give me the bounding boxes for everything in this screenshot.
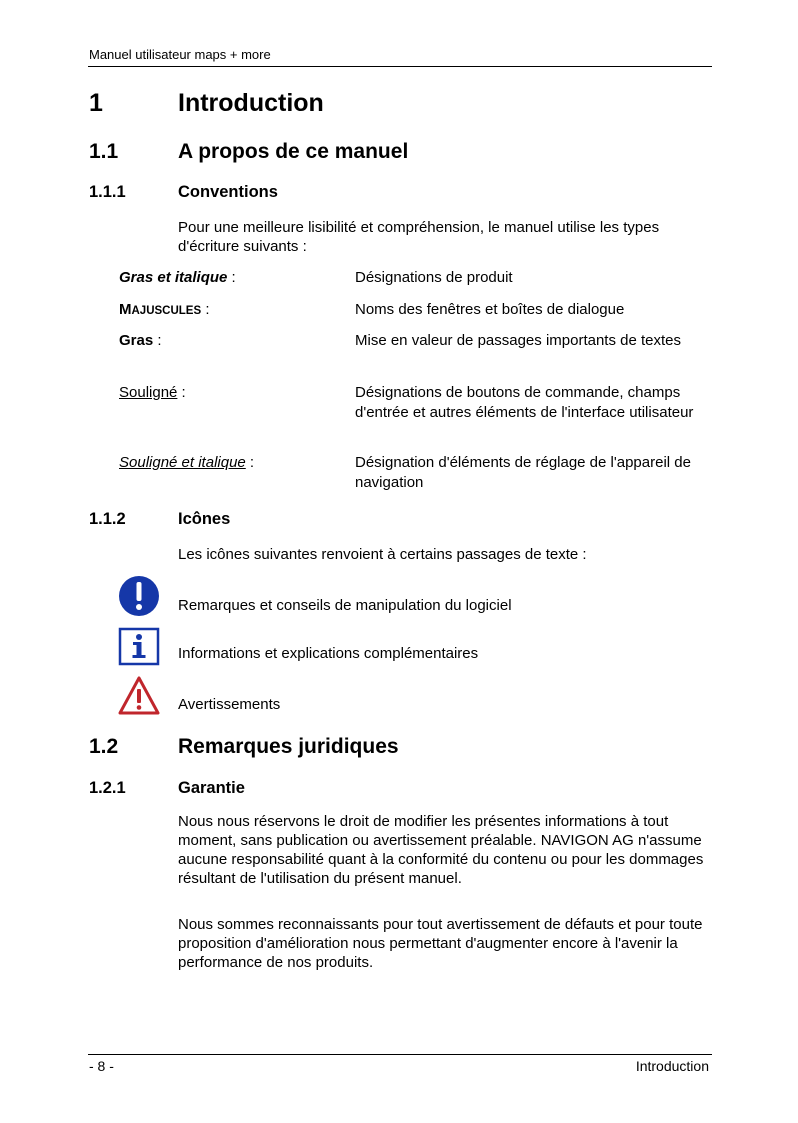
convention-label-underline: Souligné : bbox=[119, 384, 186, 401]
running-header: Manuel utilisateur maps + more bbox=[89, 47, 271, 62]
footer-rule bbox=[88, 1054, 712, 1055]
section-1-2-1-title: Garantie bbox=[178, 779, 245, 797]
warranty-paragraph-1: Nous nous réservons le droit de modifier les présentes informations à tout moment, sans publication ou avertissement préalable. NAVIGON AG n'assume aucune responsabilité quant à la conformité du contenu ou pour les dommages résultant de l'utilisation du présent manuel. bbox=[178, 813, 704, 887]
warranty-paragraph-2: Nous sommes reconnaissants pour tout avertissement de défauts et pour toute proposition d'amélioration nous permettant d'augmenter encore à l'avenir la performance de nos produits. bbox=[178, 916, 703, 971]
icon-desc-info: Informations et explications complémentaires bbox=[178, 645, 479, 662]
exclamation-icon bbox=[118, 575, 160, 617]
section-1-1-1-number: 1.1.1 bbox=[89, 183, 126, 201]
convention-desc-bold-italic: Désignations de produit bbox=[355, 269, 513, 286]
icon-desc-warning: Avertissements bbox=[178, 696, 281, 713]
footer-section: Introduction bbox=[635, 1058, 709, 1074]
section-1-1-2-title: Icônes bbox=[178, 510, 231, 528]
section-1-1-title: A propos de ce manuel bbox=[178, 140, 409, 163]
conventions-intro: Pour une meilleure lisibilité et compréhension, le manuel utilise les types d'écriture suivants : bbox=[178, 219, 660, 255]
section-1-1-number: 1.1 bbox=[89, 140, 119, 163]
icons-intro: Les icônes suivantes renvoient à certains passages de texte : bbox=[178, 546, 587, 563]
header-rule bbox=[88, 66, 712, 67]
section-1-title: Introduction bbox=[178, 89, 324, 117]
convention-desc-underline: Désignations de boutons de commande, champs d'entrée et autres éléments de l'interface utilisateur bbox=[355, 384, 694, 421]
section-1-1-1-title: Conventions bbox=[178, 183, 278, 201]
warning-icon bbox=[118, 675, 160, 717]
convention-label-caps: MAJUSCULES : bbox=[119, 301, 210, 318]
convention-label-bold-italic: Gras et italique : bbox=[119, 269, 236, 286]
info-icon bbox=[118, 627, 160, 669]
section-1-2-number: 1.2 bbox=[89, 735, 119, 758]
page-number: - 8 - bbox=[89, 1058, 114, 1074]
section-1-number: 1 bbox=[89, 89, 103, 117]
convention-label-underline-italic: Souligné et italique : bbox=[119, 454, 255, 471]
icon-desc-exclamation: Remarques et conseils de manipulation du logiciel bbox=[178, 597, 512, 614]
section-1-1-2-number: 1.1.2 bbox=[89, 510, 126, 528]
section-1-2-title: Remarques juridiques bbox=[178, 735, 399, 758]
section-1-2-1-number: 1.2.1 bbox=[89, 779, 126, 797]
convention-desc-caps: Noms des fenêtres et boîtes de dialogue bbox=[355, 301, 625, 318]
convention-desc-bold: Mise en valeur de passages importants de textes bbox=[355, 332, 682, 349]
convention-desc-underline-italic: Désignation d'éléments de réglage de l'appareil de navigation bbox=[355, 454, 691, 491]
convention-label-bold: Gras : bbox=[119, 332, 162, 349]
